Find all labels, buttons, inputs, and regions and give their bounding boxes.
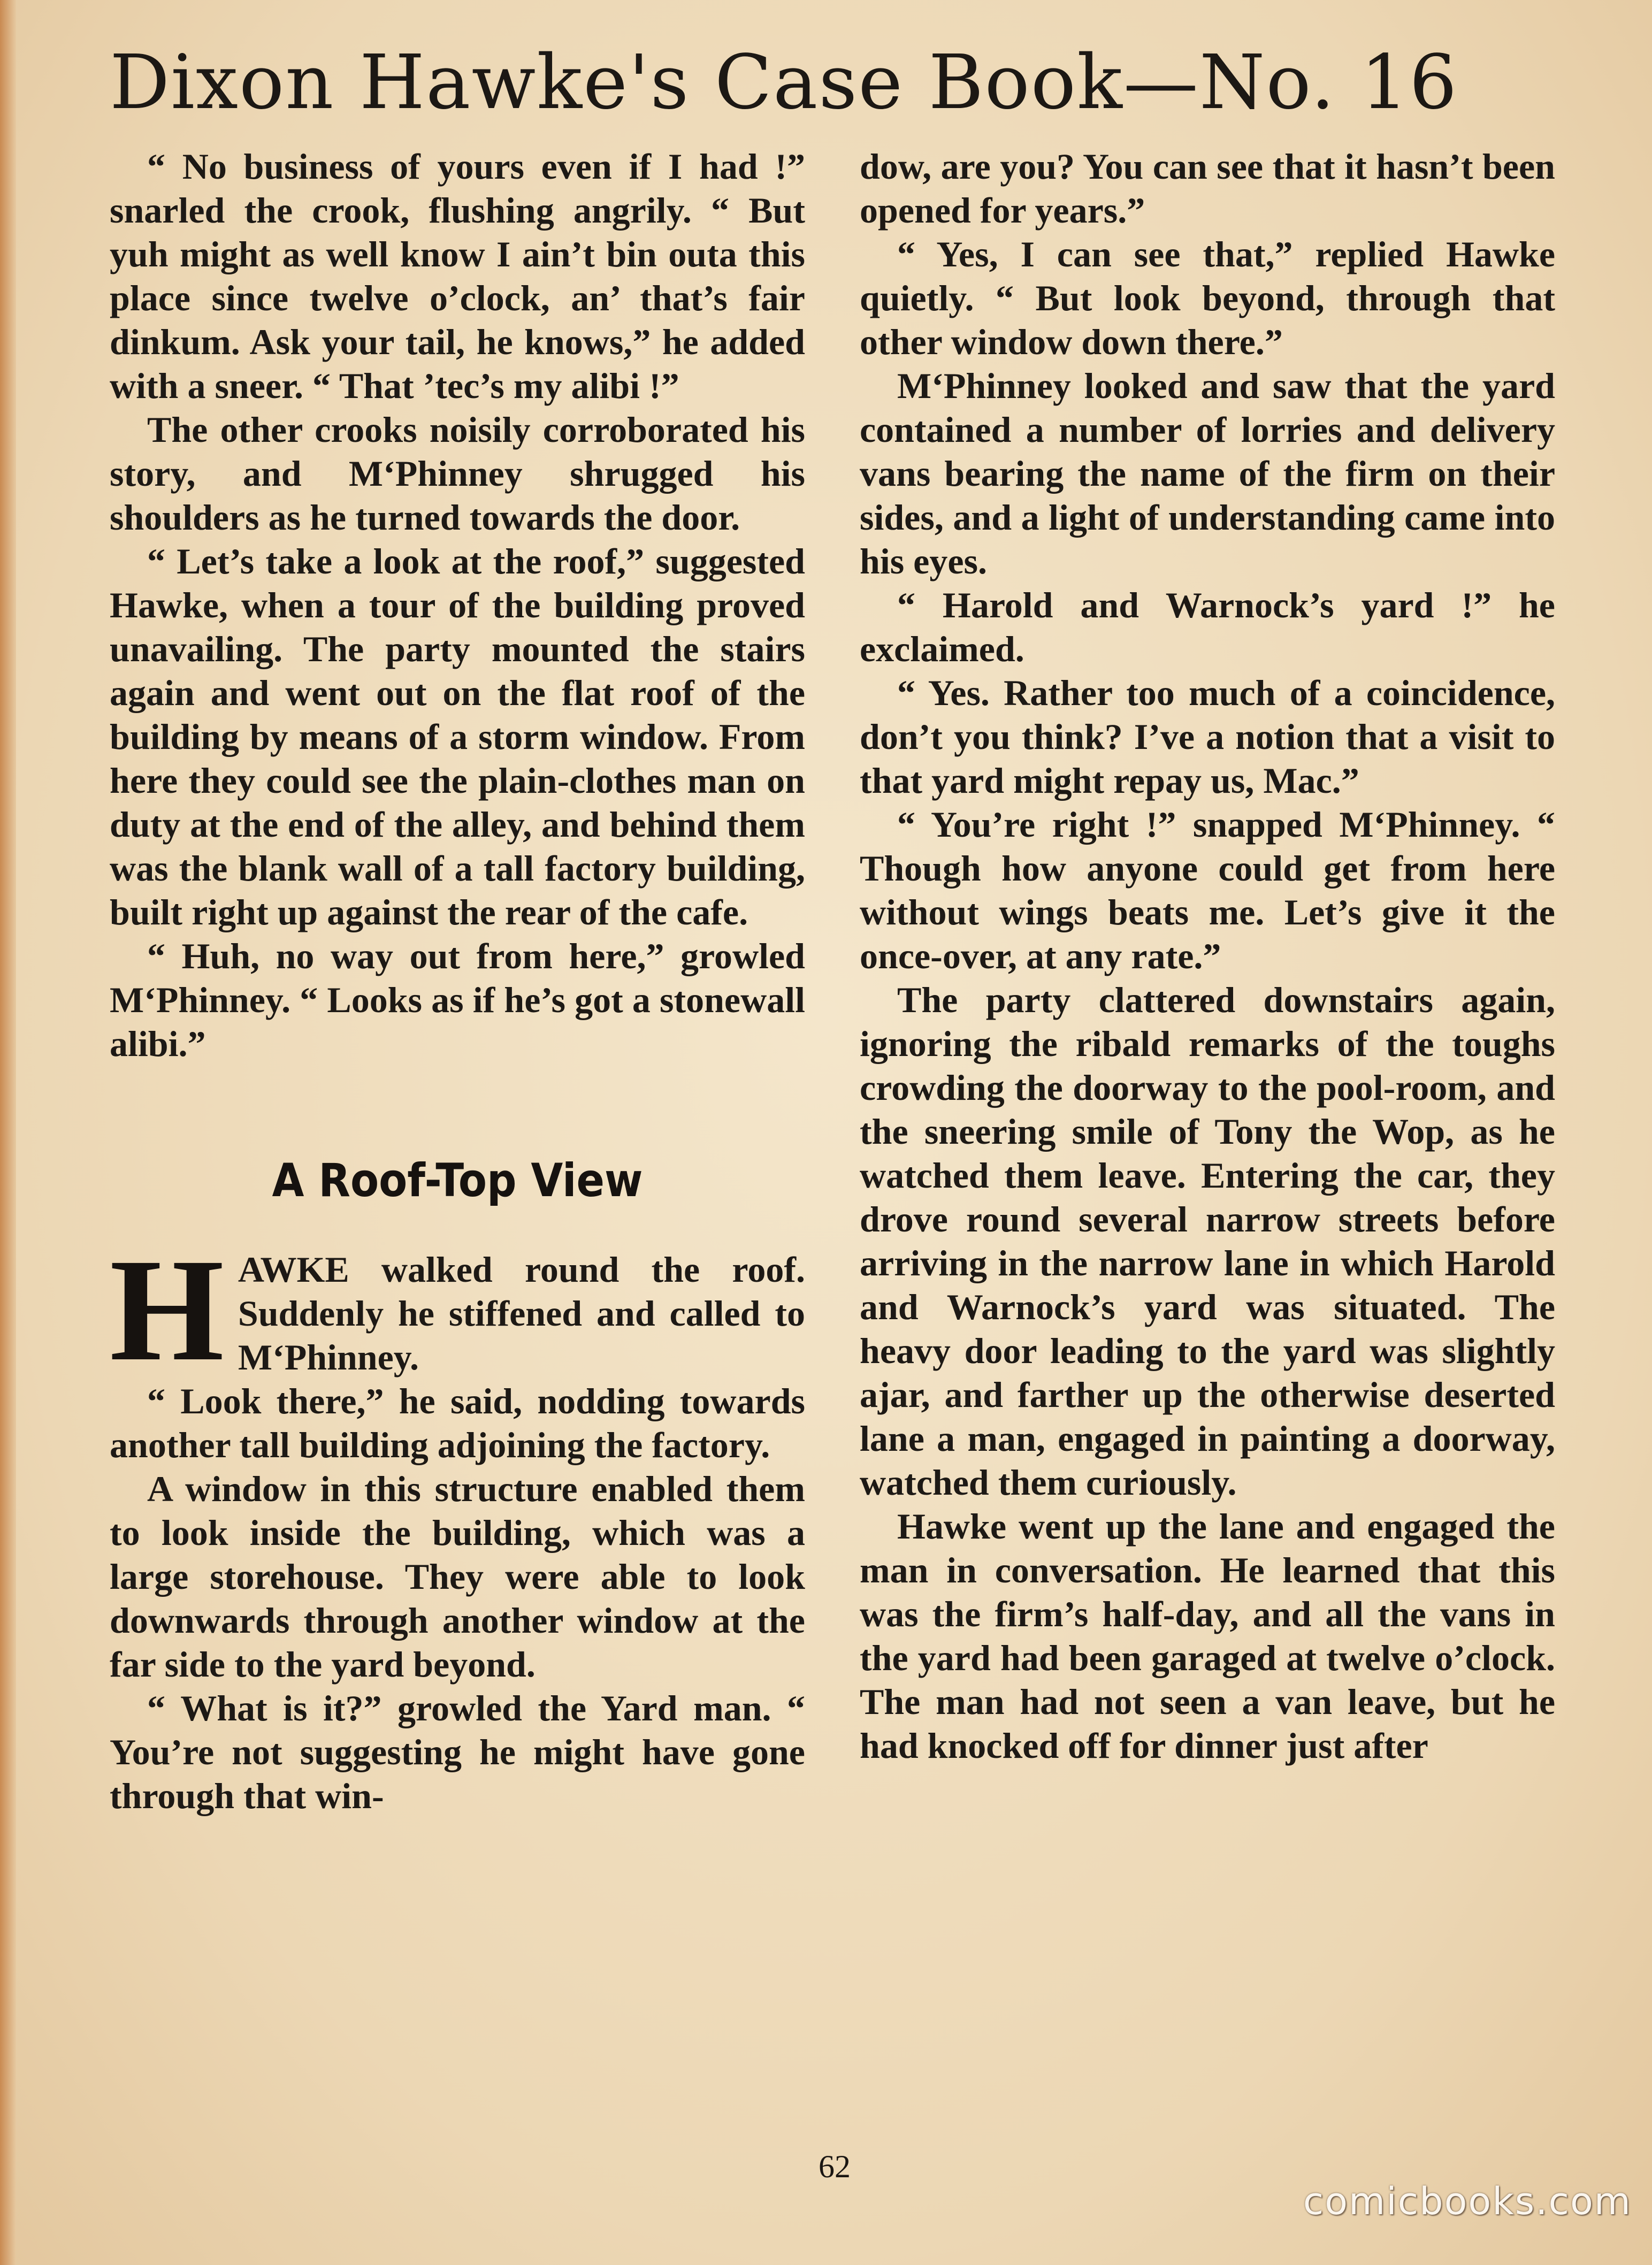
page-number: 62 [819,2149,851,2184]
paragraph: “ You’re right !” snapped M‘Phinney. “ Though how anyone could get from here without wings beats me. Let’s give it the once-over, at any rate.” [860,804,1555,976]
paragraph: dow, are you? You can see that it hasn’t been opened for years.” [860,146,1555,231]
paragraph: Hawke went up the lane and engaged the man in conversation. He learned that this was the firm’s half-day, and all the vans in the yard had been garaged at twelve o’clock. The man had not seen a van leave, but he had knocked off for dinner just after [860,1506,1555,1766]
paragraph: “ Let’s take a look at the roof,” suggested Hawke, when a tour of the building proved unavailing. The party mounted the stairs again and went out on the flat roof of the building by means of a storm window. From here they could see the plain-clothes man on duty at the end of the alley, and behind them was the blank wall of a tall factory building, built right up against the rear of the cafe. [110,541,805,932]
paragraph: “ Yes, I can see that,” replied Hawke quietly. “ But look beyond, through that other window down there.” [860,234,1555,362]
paragraph: The other crooks noisily corroborated his story, and M‘Phinney shrugged his shoulders as he turned towards the door. [110,409,805,538]
page-edge-shadow [0,0,16,2265]
paragraph: “ Yes. Rather too much of a coincidence, don’t you think? I’ve a notion that a visit to that yard might repay us, Mac.” [860,672,1555,801]
paragraph: M‘Phinney looked and saw that the yard contained a number of lorries and delivery vans bearing the name of the firm on their sides, and a light of understanding came into his eyes. [860,365,1555,581]
drop-cap-letter: H [110,1229,224,1391]
source-watermark: comicbooks.com [1303,2179,1632,2223]
paragraph: “ Harold and Warnock’s yard !” he exclaimed. [860,585,1555,669]
paragraph: A window in this structure enabled them to look inside the building, which was a large storehouse. They were able to look downwards through another window at the far side to the yard beyond. [110,1468,805,1685]
left-text-column [110,144,805,1818]
right-text-column [860,144,1555,1767]
paragraph: “ No business of yours even if I had !” snarled the crook, flushing angrily. “ But yuh might as well know I ain’t bin outa this place since twelve o’clock, an’ that’s fair dinkum. Ask your tail, he knows,” he added with a sneer. “ That ’tec’s my alibi !” [110,146,805,406]
paragraph: “ Look there,” he said, nodding towards another tall building adjoining the factory. [110,1381,805,1465]
paragraph: “ Huh, no way out from here,” growled M‘Phinney. “ Looks as if he’s got a stonewall alibi.” [110,936,805,1064]
section-heading: A Roof-Top View [272,1154,643,1207]
paragraph-text: AWKE walked round the roof. Suddenly he stiffened and called to M‘Phinney. [238,1249,805,1378]
page-title: Dixon Hawke's Case Book—No. 16 [110,39,1458,126]
paragraph: “ What is it?” growled the Yard man. “ You’re not suggesting he might have gone through that win- [110,1688,805,1816]
paragraph: The party clattered downstairs again, ignoring the ribald remarks of the toughs crowding the doorway to the pool-room, and the sneering smile of Tony the Wop, as he watched them leave. Entering the car, they drove round several narrow streets before arriving in the narrow lane in which Harold and Warnock’s yard was situated. The heavy door leading to the yard was slightly ajar, and farther up the otherwise deserted lane a man, engaged in painting a doorway, watched them curiously. [860,980,1555,1503]
paragraph-with-drop-cap [110,1229,805,1391]
